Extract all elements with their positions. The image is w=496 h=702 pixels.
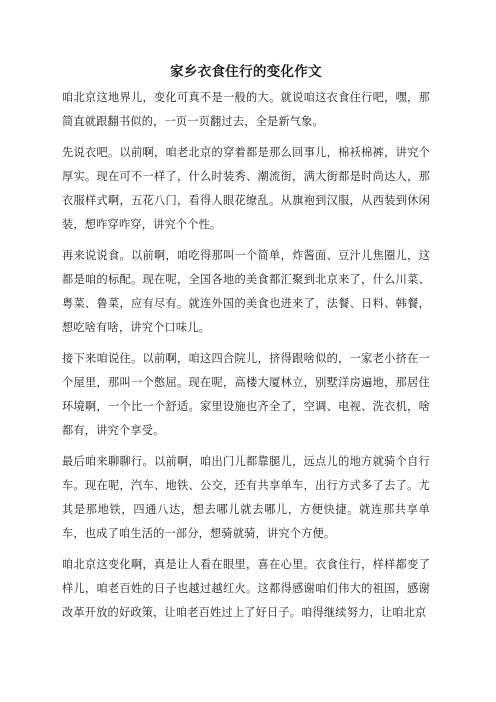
paragraph-intro: 咱北京这地界儿，变化可真不是一般的大。就说咱这衣食住行吧，嘿，那简直就跟翻书似的，一页一页翻过去，全是新气象。 — [62, 91, 430, 128]
paragraph-housing: 接下来咱说住。以前啊，咱这四合院儿，挤得跟啥似的，一家老小挤在一个屋里，那叫一个憋屈。现在呢，高楼大厦林立，别墅洋房遍地，那居住环境啊，一个比一个舒适。家里设施也齐全了，空调、电视、洗衣机，啥都有，讲究个享受。 — [62, 352, 430, 437]
document-title: 家乡衣食住行的变化作文 — [170, 64, 322, 80]
paragraph-conclusion: 咱北京这变化啊，真是让人看在眼里，喜在心里。衣食住行，样样都变了样儿，咱老百姓的日子也越过越红火。这都得感谢咱们伟大的祖国，感谢改革开放的好政策，让咱老百姓过上了好日子。咱得继续努力，让咱北京 — [62, 558, 430, 619]
paragraph-transport: 最后咱来聊聊行。以前啊，咱出门儿都靠腿儿，远点儿的地方就骑个自行车。现在呢，汽车、地铁、公交，还有共享单车，出行方式多了去了。尤其是那地铁，四通八达，想去哪儿就去哪儿，方便快捷。就连那共享单车，也成了咱生活的一部分，想骑就骑，讲究个方便。 — [62, 455, 430, 540]
paragraph-clothing: 先说衣吧。以前啊，咱老北京的穿着都是那么回事儿，棉袄棉裤，讲究个厚实。现在可不一样了，什么时装秀、潮流街，满大街都是时尚达人，那衣服样式啊，五花八门，看得人眼花缭乱。从旗袍到汉服，从西装到休闲装，想咋穿咋穿，讲究个个性。 — [62, 146, 430, 231]
paragraph-food: 再来说说食。以前啊，咱吃得那叫一个简单，炸酱面、豆汁儿焦圈儿，这都是咱的标配。现在呢，全国各地的美食都汇聚到北京来了，什么川菜、粤菜、鲁菜，应有尽有。就连外国的美食也进来了，法餐、日料、韩餐，想吃啥有啥，讲究个口味儿。 — [62, 249, 430, 334]
